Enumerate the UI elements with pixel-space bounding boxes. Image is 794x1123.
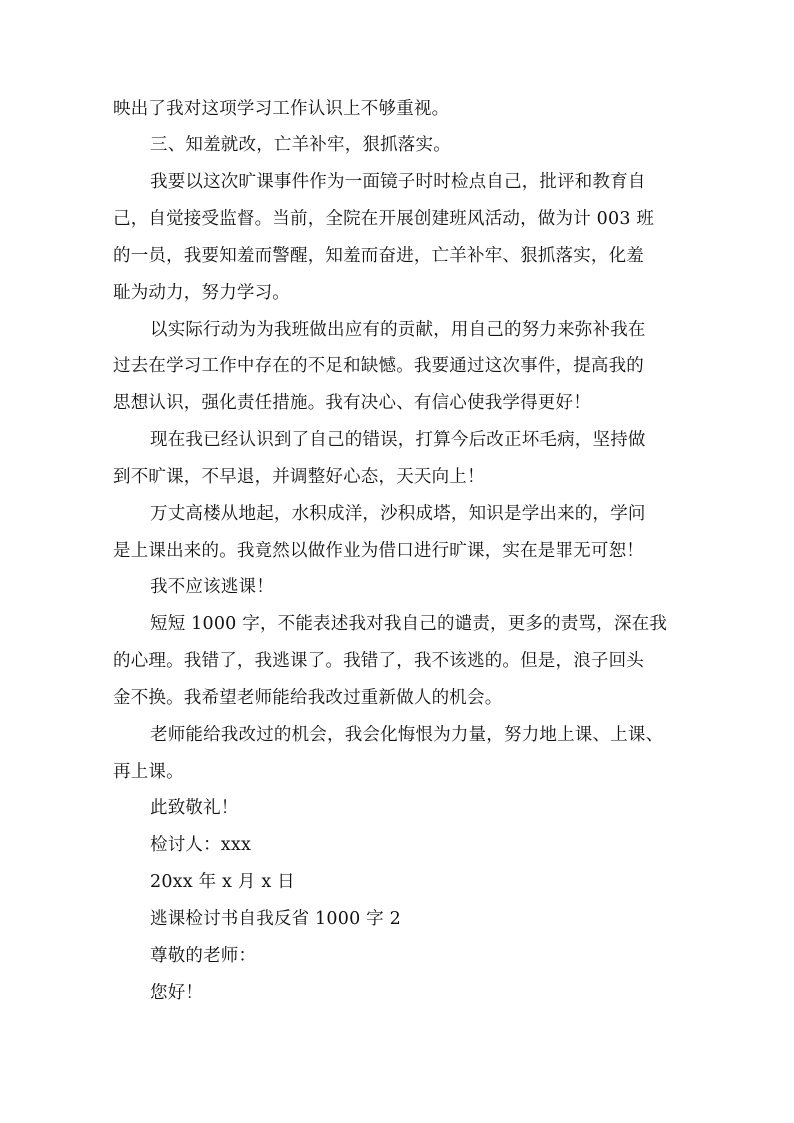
section-heading: 三、知羞就改，亡羊补牢，狠抓落实。 [150,135,451,155]
document-title: 逃课检讨书自我反省 1000 字 2 [150,909,401,929]
text-line: 现在我已经认识到了自己的错误，打算今后改正坏毛病，坚持做 [150,430,646,450]
text-line: 以实际行动为为我班做出应有的贡献，用自己的努力来弥补我在 [150,320,646,340]
text-line: 耻为动力，努力学习。 [113,283,290,303]
text-line: 我不应该逃课！ [150,577,274,597]
greeting-line: 您好！ [150,983,204,1003]
text-line: 的心理。我错了，我逃课了。我错了，我不该逃的。但是，浪子回头 [113,651,644,671]
text-line: 到不旷课，不早退，并调整好心态，天天向上！ [113,467,485,487]
text-line: 万丈高楼从地起，水积成洋，沙积成塔，知识是学出来的，学问 [150,504,646,524]
text-line: 己，自觉接受监督。当前，全院在开展创建班风活动，做为计 003 班 [113,209,655,229]
text-line: 老师能给我改过的机会，我会化悔恨为力量，努力地上课、上课、 [150,725,664,745]
text-line: 我要以这次旷课事件作为一面镜子时时检点自己，批评和教育自 [150,172,646,192]
closing-salutation: 此致敬礼！ [150,798,239,818]
text-line: 金不换。我希望老师能给我改过重新做人的机会。 [113,688,503,708]
text-line: 再上课。 [113,762,184,782]
text-line: 过去在学习工作中存在的不足和缺憾。我要通过这次事件，提高我的 [113,356,644,376]
text-line: 是上课出来的。我竟然以做作业为借口进行旷课，实在是罪无可恕！ [113,541,644,561]
text-line: 短短 1000 字，不能表述我对我自己的谴责，更多的责骂，深在我 [150,614,668,634]
text-line: 的一员，我要知羞而警醒，知羞而奋进，亡羊补牢、狠抓落实，化羞 [113,246,644,266]
date-line: 20xx 年 x 月 x 日 [150,872,295,892]
author-line: 检讨人：xxx [150,835,252,855]
text-line: 映出了我对这项学习工作认识上不够重视。 [113,99,450,119]
greeting-line: 尊敬的老师： [150,946,257,966]
text-line: 思想认识，强化责任措施。我有决心、有信心使我学得更好！ [113,393,591,413]
